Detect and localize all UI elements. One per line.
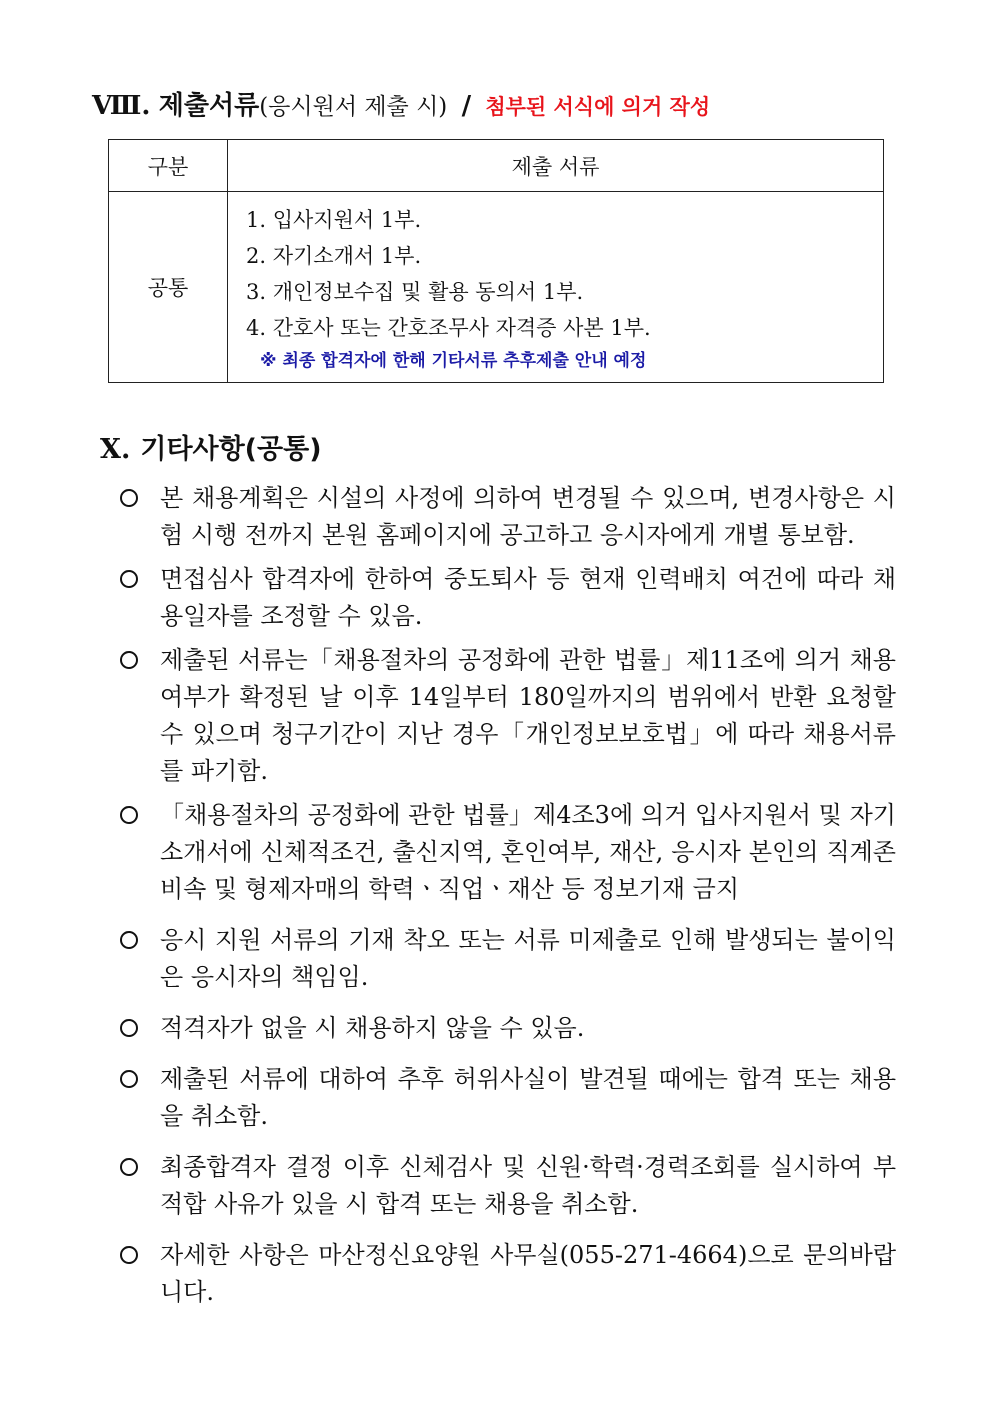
section-8-heading: [92, 86, 710, 127]
table-row: [109, 192, 884, 383]
list-item: [120, 561, 896, 635]
circle-bullet-icon: [120, 1070, 138, 1088]
list-item-text: 「채용절차의 공정화에 관한 법률」제4조3에 의거 입사지원서 및 자기소개서에 신체적조건, 출신지역, 혼인여부, 재산, 응시자 본인의 직계존비속 및 형제자매의 학력ㆍ직업ㆍ재산 등 정보기재 금지: [160, 801, 896, 903]
list-item: [120, 480, 896, 554]
table-header-category: 구분: [109, 140, 228, 192]
list-item-text: 최종합격자 결정 이후 신체검사 및 신원·학력·경력조회를 실시하여 부적합 사유가 있을 시 합격 또는 채용을 취소함.: [160, 1153, 896, 1218]
section-8-paren: (응시원서 제출 시): [259, 94, 448, 120]
section-10-number: Ⅹ.: [100, 434, 131, 465]
list-item-text: 면접심사 합격자에 한하여 중도퇴사 등 현재 인력배치 여건에 따라 채용일자를 조정할 수 있음.: [160, 565, 896, 630]
section-8-number: Ⅷ.: [92, 91, 151, 121]
documents-cell: [228, 192, 884, 383]
circle-bullet-icon: [120, 489, 138, 507]
doc-item: 2. 자기소개서 1부.: [246, 244, 422, 268]
list-item-text: 적격자가 없을 시 채용하지 않을 수 있음.: [160, 1014, 585, 1042]
documents-table: [108, 139, 884, 383]
circle-bullet-icon: [120, 1158, 138, 1176]
table-header-documents: 제출 서류: [228, 140, 884, 192]
section-8-red-note: 첨부된 서식에 의거 작성: [485, 95, 711, 119]
list-item-text: 본 채용계획은 시설의 사정에 의하여 변경될 수 있으며, 변경사항은 시험 시행 전까지 본원 홈페이지에 공고하고 응시자에게 개별 통보함.: [160, 484, 896, 549]
list-item-text: 제출된 서류는「채용절차의 공정화에 관한 법률」제11조에 의거 채용여부가 확정된 날 이후 14일부터 180일까지의 범위에서 반환 요청할 수 있으며 청구기간이 지난 경우「개인정보보호법」에 따라 채용서류를 파기함.: [160, 646, 896, 785]
circle-bullet-icon: [120, 1019, 138, 1037]
row-label-common: 공통: [109, 192, 228, 383]
list-item: [120, 922, 896, 996]
list-item: [120, 1237, 896, 1311]
list-item: [120, 797, 896, 908]
doc-item: 4. 간호사 또는 간호조무사 자격증 사본 1부.: [246, 316, 651, 340]
circle-bullet-icon: [120, 570, 138, 588]
section-8-title: 제출서류: [158, 91, 260, 121]
list-item: [120, 1149, 896, 1223]
circle-bullet-icon: [120, 1246, 138, 1264]
section-10-heading: [100, 430, 322, 470]
section-8-slash: /: [461, 91, 472, 121]
circle-bullet-icon: [120, 806, 138, 824]
list-item-text: 자세한 사항은 마산정신요양원 사무실(055-271-4664)으로 문의바랍니다.: [160, 1241, 896, 1306]
section-10-title: 기타사항(공통): [140, 434, 322, 465]
notes-list: [120, 480, 896, 1318]
doc-item: 1. 입사지원서 1부.: [246, 208, 422, 232]
list-item: [120, 642, 896, 790]
circle-bullet-icon: [120, 651, 138, 669]
list-item: [120, 1010, 896, 1047]
list-item-text: 제출된 서류에 대하여 추후 허위사실이 발견될 때에는 합격 또는 채용을 취소함.: [160, 1065, 896, 1130]
list-item-text: 응시 지원 서류의 기재 착오 또는 서류 미제출로 인해 발생되는 불이익은 응시자의 책임임.: [160, 926, 896, 991]
circle-bullet-icon: [120, 931, 138, 949]
list-item: [120, 1061, 896, 1135]
table-header-row: [109, 140, 884, 192]
doc-item: 3. 개인정보수집 및 활용 동의서 1부.: [246, 280, 584, 304]
table-note: ※ 최종 합격자에 한해 기타서류 추후제출 안내 예정: [260, 351, 647, 371]
